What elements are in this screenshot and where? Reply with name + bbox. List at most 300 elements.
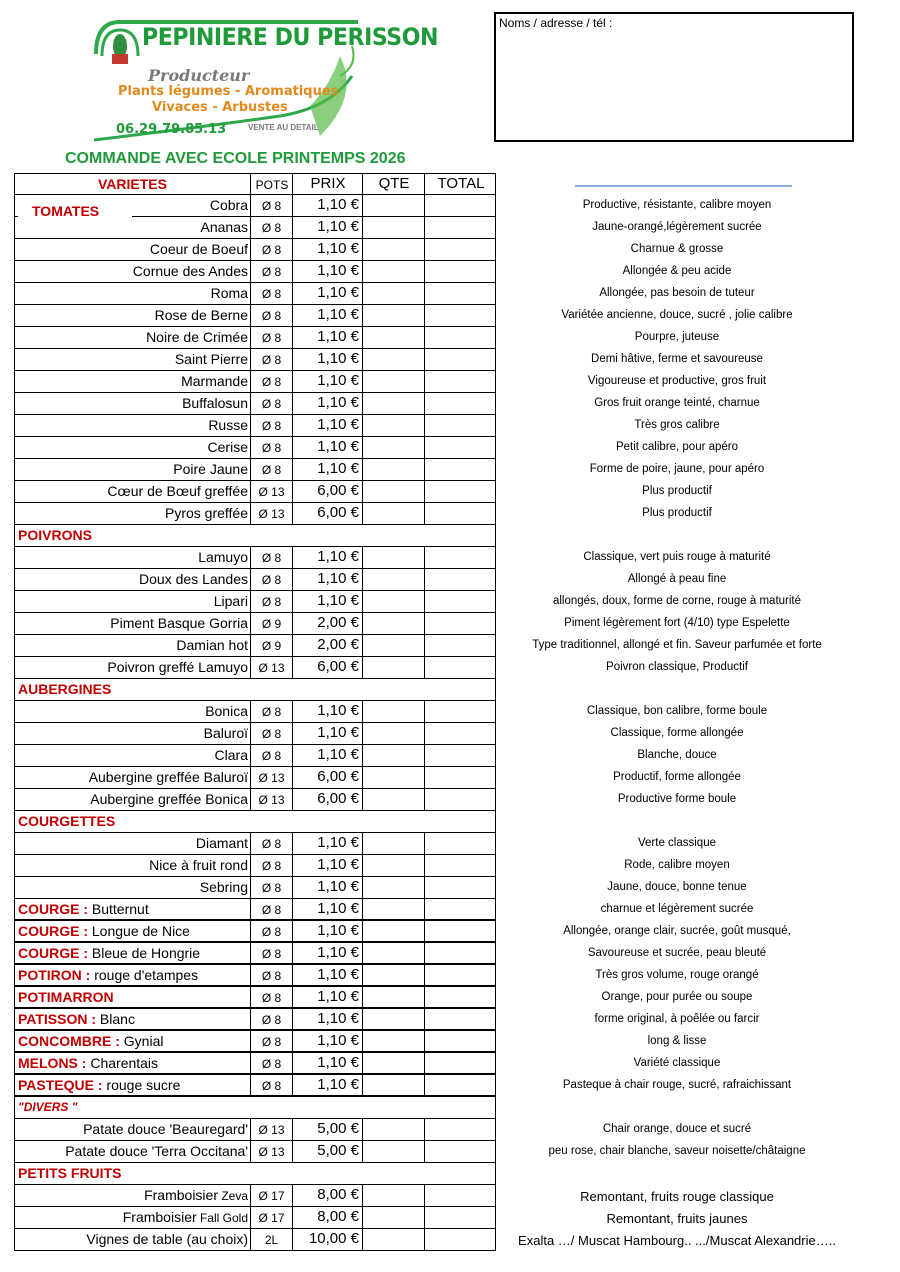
pot-size: Ø 8 (250, 437, 292, 458)
quantity-cell[interactable] (362, 283, 424, 304)
variety-label: Ananas (200, 219, 248, 235)
pot-size: Ø 8 (250, 459, 292, 480)
variety-label: Vignes de table (au choix) (86, 1231, 248, 1247)
variety-description: Allongé à peau fine (627, 573, 727, 585)
quantity-cell[interactable] (362, 1031, 424, 1051)
variety-label: Clara (214, 747, 248, 763)
table-row (14, 217, 496, 239)
total-cell[interactable] (424, 899, 497, 919)
variety-description: Savoureuse et sucrée, peau bleuté (587, 947, 767, 959)
category-label: POTIMARRON (18, 989, 114, 1005)
price: 6,00 € (292, 481, 362, 502)
total-cell[interactable] (424, 1207, 497, 1228)
quantity-cell[interactable] (362, 591, 424, 612)
variety-name (15, 701, 250, 722)
quantity-cell[interactable] (362, 855, 424, 876)
pot-size: Ø 17 (250, 1185, 292, 1206)
address-box[interactable] (494, 12, 854, 142)
total-cell[interactable] (424, 1119, 497, 1140)
variety-name (15, 591, 250, 612)
pot-size: Ø 8 (250, 305, 292, 326)
variety-description: long & lisse (647, 1035, 707, 1047)
address-label: Noms / adresse / tél : (499, 16, 613, 30)
variety-label: Blanc (96, 1011, 135, 1027)
variety-label: Diamant (195, 835, 248, 851)
total-cell[interactable] (424, 745, 497, 766)
section-row (14, 1163, 496, 1185)
total-cell[interactable] (424, 1075, 497, 1095)
total-cell[interactable] (424, 239, 497, 260)
variety-label: Cœur de Bœuf greffée (107, 483, 248, 499)
variety-description: Exalta …/ Muscat Hambourg.. .../Muscat Alexandrie….. (518, 1233, 836, 1248)
table-row (14, 701, 496, 723)
variety-description: Gros fruit orange teinté, charnue (594, 397, 760, 409)
price: 1,10 € (292, 1031, 362, 1051)
price: 1,10 € (292, 327, 362, 348)
variety-description: charnue et légèrement sucrée (600, 903, 754, 915)
total-cell[interactable] (424, 547, 497, 568)
table-row (14, 283, 496, 305)
quantity-cell[interactable] (362, 1009, 424, 1029)
quantity-cell[interactable] (362, 1207, 424, 1228)
section-label: "DIVERS " (18, 1100, 78, 1114)
variety-description: Jaune-orangé,légèrement sucrée (592, 221, 762, 233)
total-cell[interactable] (424, 1185, 497, 1206)
total-cell[interactable] (424, 635, 497, 656)
table-header (14, 173, 496, 195)
variety-name (15, 987, 250, 1007)
variety-name (15, 1207, 250, 1228)
pot-size: Ø 8 (250, 745, 292, 766)
nursery-logo (90, 16, 439, 142)
variety-name (15, 1185, 250, 1206)
variety-description: Classique, bon calibre, forme boule (586, 705, 768, 717)
quantity-cell[interactable] (362, 921, 424, 941)
variety-name (15, 239, 250, 260)
quantity-cell[interactable] (362, 635, 424, 656)
variety-name (15, 393, 250, 414)
variety-description: Classique, forme allongée (610, 727, 744, 739)
variety-name (15, 767, 250, 788)
quantity-cell[interactable] (362, 217, 424, 238)
quantity-cell[interactable] (362, 701, 424, 722)
variety-label: Patate douce 'Terra Occitana' (65, 1143, 248, 1159)
variety-name (15, 1009, 250, 1029)
table-row (14, 987, 496, 1009)
variety-description: Chair orange, douce et sucré (602, 1123, 752, 1135)
pot-size: Ø 8 (250, 239, 292, 260)
price: 1,10 € (292, 899, 362, 919)
total-cell[interactable] (424, 481, 497, 502)
variety-name (15, 349, 250, 370)
price: 10,00 € (292, 1229, 362, 1250)
table-row (14, 965, 496, 987)
quantity-cell[interactable] (362, 613, 424, 634)
category-label: PASTEQUE : (18, 1077, 103, 1093)
total-cell[interactable] (424, 459, 497, 480)
pot-size: Ø 17 (250, 1207, 292, 1228)
pot-size: Ø 13 (250, 481, 292, 502)
variety-name (15, 789, 250, 810)
variety-description: Variété classique (633, 1057, 721, 1069)
pot-size: Ø 13 (250, 1141, 292, 1162)
pot-size: Ø 8 (250, 855, 292, 876)
pot-size: Ø 8 (250, 327, 292, 348)
variety-description: Pasteque à chair rouge, sucré, rafraichissant (562, 1079, 792, 1091)
variety-label: Roma (210, 285, 248, 301)
variety-name (15, 283, 250, 304)
total-cell[interactable] (424, 327, 497, 348)
table-row (14, 877, 496, 899)
price: 2,00 € (292, 635, 362, 656)
quantity-cell[interactable] (362, 1075, 424, 1095)
variety-label: Charentais (86, 1055, 159, 1071)
table-row (14, 1009, 496, 1031)
pot-size: Ø 8 (250, 899, 292, 919)
quantity-cell[interactable] (362, 569, 424, 590)
logo-brand: PEPINIERE DU PERISSON (142, 23, 439, 51)
variety-label: Butternut (88, 901, 149, 917)
total-cell[interactable] (424, 613, 497, 634)
quantity-cell[interactable] (362, 415, 424, 436)
variety-label: Cerise (207, 439, 248, 455)
pot-size: Ø 9 (250, 635, 292, 656)
pot-size: Ø 8 (250, 701, 292, 722)
total-cell[interactable] (424, 833, 497, 854)
variety-name (15, 657, 250, 678)
variety-label: Lamuyo (198, 549, 248, 565)
pot-size: Ø 13 (250, 1119, 292, 1140)
variety-name (15, 635, 250, 656)
variety-label: Bleue de Hongrie (88, 945, 201, 961)
variety-label: Saint Pierre (174, 351, 248, 367)
total-cell[interactable] (424, 1031, 497, 1051)
price: 1,10 € (292, 305, 362, 326)
section-row (14, 1097, 496, 1119)
total-cell[interactable] (424, 591, 497, 612)
pot-size: Ø 8 (250, 1075, 292, 1095)
logo-subtitle: Producteur (148, 66, 250, 85)
price: 1,10 € (292, 371, 362, 392)
pot-size: Ø 8 (250, 415, 292, 436)
variety-description: Productive forme boule (617, 793, 737, 805)
variety-name (15, 261, 250, 282)
total-cell[interactable] (424, 877, 497, 898)
table-row (14, 239, 496, 261)
table-row (14, 393, 496, 415)
variety-cultivar: Zeva (217, 1189, 248, 1203)
total-cell[interactable] (424, 261, 497, 282)
total-cell[interactable] (424, 283, 497, 304)
section-row (14, 679, 496, 701)
price: 1,10 € (292, 393, 362, 414)
pot-size: Ø 13 (250, 503, 292, 524)
table-row (14, 1119, 496, 1141)
page-title: COMMANDE AVEC ECOLE PRINTEMPS 2026 (65, 150, 406, 167)
table-row (14, 547, 496, 569)
variety-name (15, 1119, 250, 1140)
quantity-cell[interactable] (362, 965, 424, 985)
variety-description: Piment légèrement fort (4/10) type Espelette (564, 617, 790, 629)
price: 8,00 € (292, 1185, 362, 1206)
pot-size: Ø 8 (250, 547, 292, 568)
price: 5,00 € (292, 1119, 362, 1140)
pot-size: Ø 8 (250, 591, 292, 612)
total-cell[interactable] (424, 569, 497, 590)
variety-name (15, 943, 250, 963)
price: 1,10 € (292, 877, 362, 898)
variety-label: Poivron greffé Lamuyo (107, 659, 248, 675)
category-label: COURGE : (18, 923, 88, 939)
category-label: PATISSON : (18, 1011, 97, 1027)
quantity-cell[interactable] (362, 657, 424, 678)
quantity-cell[interactable] (362, 261, 424, 282)
variety-description: Rode, calibre moyen (624, 859, 730, 871)
table-row (14, 1185, 496, 1207)
variety-name (15, 1075, 250, 1095)
pot-size: Ø 8 (250, 987, 292, 1007)
variety-description: Verte classique (638, 837, 716, 849)
variety-description: Productive, résistante, calibre moyen (582, 199, 772, 211)
quantity-cell[interactable] (362, 789, 424, 810)
price: 1,10 € (292, 547, 362, 568)
total-cell[interactable] (424, 943, 497, 963)
variety-label: Framboisier (122, 1209, 197, 1225)
total-cell[interactable] (424, 965, 497, 985)
table-row (14, 371, 496, 393)
quantity-cell[interactable] (362, 745, 424, 766)
quantity-cell[interactable] (362, 305, 424, 326)
price: 1,10 € (292, 943, 362, 963)
total-cell[interactable] (424, 987, 497, 1007)
total-cell[interactable] (424, 1009, 497, 1029)
variety-description: Très gros volume, rouge orangé (595, 969, 759, 981)
pot-size: Ø 8 (250, 393, 292, 414)
total-cell[interactable] (424, 437, 497, 458)
variety-cultivar: Fall Gold (196, 1211, 248, 1225)
variety-name (15, 921, 250, 941)
quantity-cell[interactable] (362, 833, 424, 854)
quantity-cell[interactable] (362, 723, 424, 744)
pot-size: Ø 8 (250, 371, 292, 392)
table-row (14, 855, 496, 877)
quantity-cell[interactable] (362, 393, 424, 414)
quantity-cell[interactable] (362, 987, 424, 1007)
quantity-cell[interactable] (362, 1141, 424, 1162)
table-row (14, 569, 496, 591)
variety-label: Longue de Nice (88, 923, 190, 939)
variety-description: Très gros calibre (634, 419, 720, 431)
total-cell[interactable] (424, 855, 497, 876)
header-varietes: VARIETES (98, 176, 167, 192)
variety-name (15, 217, 250, 238)
table-row (14, 1053, 496, 1075)
pot-size: Ø 8 (250, 1009, 292, 1029)
total-cell[interactable] (424, 789, 497, 810)
variety-description: Classique, vert puis rouge à maturité (583, 551, 771, 563)
quantity-cell[interactable] (362, 437, 424, 458)
price: 1,10 € (292, 1053, 362, 1073)
variety-description: Poivron classique, Productif (606, 661, 748, 673)
quantity-cell[interactable] (362, 899, 424, 919)
variety-name (15, 877, 250, 898)
variety-label: Russe (208, 417, 248, 433)
variety-label: Cornue des Andes (132, 263, 248, 279)
quantity-cell[interactable] (362, 1229, 424, 1250)
variety-description: Variétée ancienne, douce, sucré , jolie calibre (561, 309, 793, 321)
total-cell[interactable] (424, 1141, 497, 1162)
total-cell[interactable] (424, 393, 497, 414)
variety-description: Plus productif (642, 507, 712, 519)
pot-size: Ø 8 (250, 195, 292, 216)
variety-label: Doux des Landes (139, 571, 248, 587)
section-row (14, 525, 496, 547)
price: 1,10 € (292, 217, 362, 238)
quantity-cell[interactable] (362, 371, 424, 392)
price: 1,10 € (292, 1075, 362, 1095)
total-cell[interactable] (424, 1229, 497, 1250)
price: 1,10 € (292, 349, 362, 370)
total-cell[interactable] (424, 415, 497, 436)
variety-label: Buffalosun (182, 395, 248, 411)
variety-name (15, 723, 250, 744)
price: 2,00 € (292, 613, 362, 634)
category-label: COURGE : (18, 945, 88, 961)
quantity-cell[interactable] (362, 1119, 424, 1140)
pot-size: Ø 8 (250, 877, 292, 898)
variety-label: Lipari (213, 593, 248, 609)
price: 1,10 € (292, 591, 362, 612)
price: 1,10 € (292, 459, 362, 480)
variety-description: Petit calibre, pour apéro (615, 441, 739, 453)
total-cell[interactable] (424, 349, 497, 370)
quantity-cell[interactable] (362, 1053, 424, 1073)
variety-name (15, 899, 250, 919)
total-cell[interactable] (424, 723, 497, 744)
price: 6,00 € (292, 503, 362, 524)
variety-name (15, 327, 250, 348)
pot-size: Ø 8 (250, 965, 292, 985)
logo-phone: 06.29.79.85.13 (116, 122, 227, 137)
variety-label: rouge d'etampes (90, 967, 199, 983)
quantity-cell[interactable] (362, 1185, 424, 1206)
variety-description: allongés, doux, forme de corne, rouge à maturité (552, 595, 802, 607)
variety-label: Gynial (119, 1033, 164, 1049)
section-row (14, 811, 496, 833)
quantity-cell[interactable] (362, 459, 424, 480)
section-label: COURGETTES (18, 813, 116, 829)
table-row (14, 1141, 496, 1163)
variety-description: Orange, pour purée ou soupe (601, 991, 753, 1003)
variety-label: Pyros greffée (164, 505, 248, 521)
section-label: PETITS FRUITS (18, 1165, 122, 1181)
pot-size: Ø 8 (250, 283, 292, 304)
total-cell[interactable] (424, 701, 497, 722)
variety-label: Patate douce 'Beauregard' (83, 1121, 248, 1137)
variety-description: Pourpre, juteuse (634, 331, 720, 343)
pot-size: Ø 8 (250, 1031, 292, 1051)
price: 1,10 € (292, 1009, 362, 1029)
quantity-cell[interactable] (362, 327, 424, 348)
variety-description: Remontant, fruits rouge classique (580, 1189, 774, 1204)
pot-size: Ø 13 (250, 789, 292, 810)
total-cell[interactable] (424, 921, 497, 941)
table-row (14, 921, 496, 943)
table-row (14, 943, 496, 965)
variety-name (15, 415, 250, 436)
quantity-cell[interactable] (362, 943, 424, 963)
price: 1,10 € (292, 833, 362, 854)
price: 1,10 € (292, 569, 362, 590)
variety-name (15, 503, 250, 524)
total-cell[interactable] (424, 217, 497, 238)
pot-size: Ø 8 (250, 943, 292, 963)
price: 6,00 € (292, 767, 362, 788)
quantity-cell[interactable] (362, 877, 424, 898)
quantity-cell[interactable] (362, 239, 424, 260)
variety-label: Aubergine greffée Bonica (90, 791, 248, 807)
quantity-cell[interactable] (362, 503, 424, 524)
price: 6,00 € (292, 789, 362, 810)
pot-size: Ø 8 (250, 723, 292, 744)
variety-label: Sebring (199, 879, 248, 895)
pot-size: Ø 8 (250, 217, 292, 238)
header-prix: PRIX (292, 174, 363, 194)
variety-description: forme original, à poêlée ou farcir (594, 1013, 760, 1025)
section-tomates: TOMATES (18, 203, 132, 219)
variety-label: Cobra (209, 197, 248, 213)
logo-line-1: Plants légumes - Aromatiques (118, 84, 339, 99)
total-cell[interactable] (424, 371, 497, 392)
table-row (14, 1229, 496, 1251)
variety-description: Remontant, fruits jaunes (606, 1211, 748, 1226)
total-cell[interactable] (424, 503, 497, 524)
price: 1,10 € (292, 239, 362, 260)
pot-size: Ø 13 (250, 767, 292, 788)
quantity-cell[interactable] (362, 195, 424, 216)
variety-description: Demi hâtive, ferme et savoureuse (591, 353, 763, 365)
variety-name (15, 1053, 250, 1073)
variety-name (15, 745, 250, 766)
pot-size: Ø 8 (250, 349, 292, 370)
table-row (14, 481, 496, 503)
variety-label: Noire de Crimée (146, 329, 248, 345)
total-cell[interactable] (424, 767, 497, 788)
table-row (14, 657, 496, 679)
total-cell[interactable] (424, 305, 497, 326)
variety-name (15, 855, 250, 876)
quantity-cell[interactable] (362, 767, 424, 788)
variety-name (15, 1229, 250, 1250)
variety-name (15, 459, 250, 480)
quantity-cell[interactable] (362, 481, 424, 502)
logo-retail: VENTE AU DETAIL (248, 123, 319, 132)
category-label: COURGE : (18, 901, 88, 917)
category-label: CONCOMBRE : (18, 1033, 120, 1049)
variety-label: Nice à fruit rond (149, 857, 248, 873)
variety-label: Bonica (205, 703, 248, 719)
quantity-cell[interactable] (362, 349, 424, 370)
pot-size: 2L (250, 1229, 292, 1250)
total-cell[interactable] (424, 657, 497, 678)
table-row (14, 591, 496, 613)
total-cell[interactable] (424, 1053, 497, 1073)
variety-name (15, 1141, 250, 1162)
total-cell[interactable] (424, 195, 497, 216)
variety-description: Forme de poire, jaune, pour apéro (589, 463, 765, 475)
quantity-cell[interactable] (362, 547, 424, 568)
variety-description: Allongée, orange clair, sucrée, goût musqué, (563, 925, 791, 937)
